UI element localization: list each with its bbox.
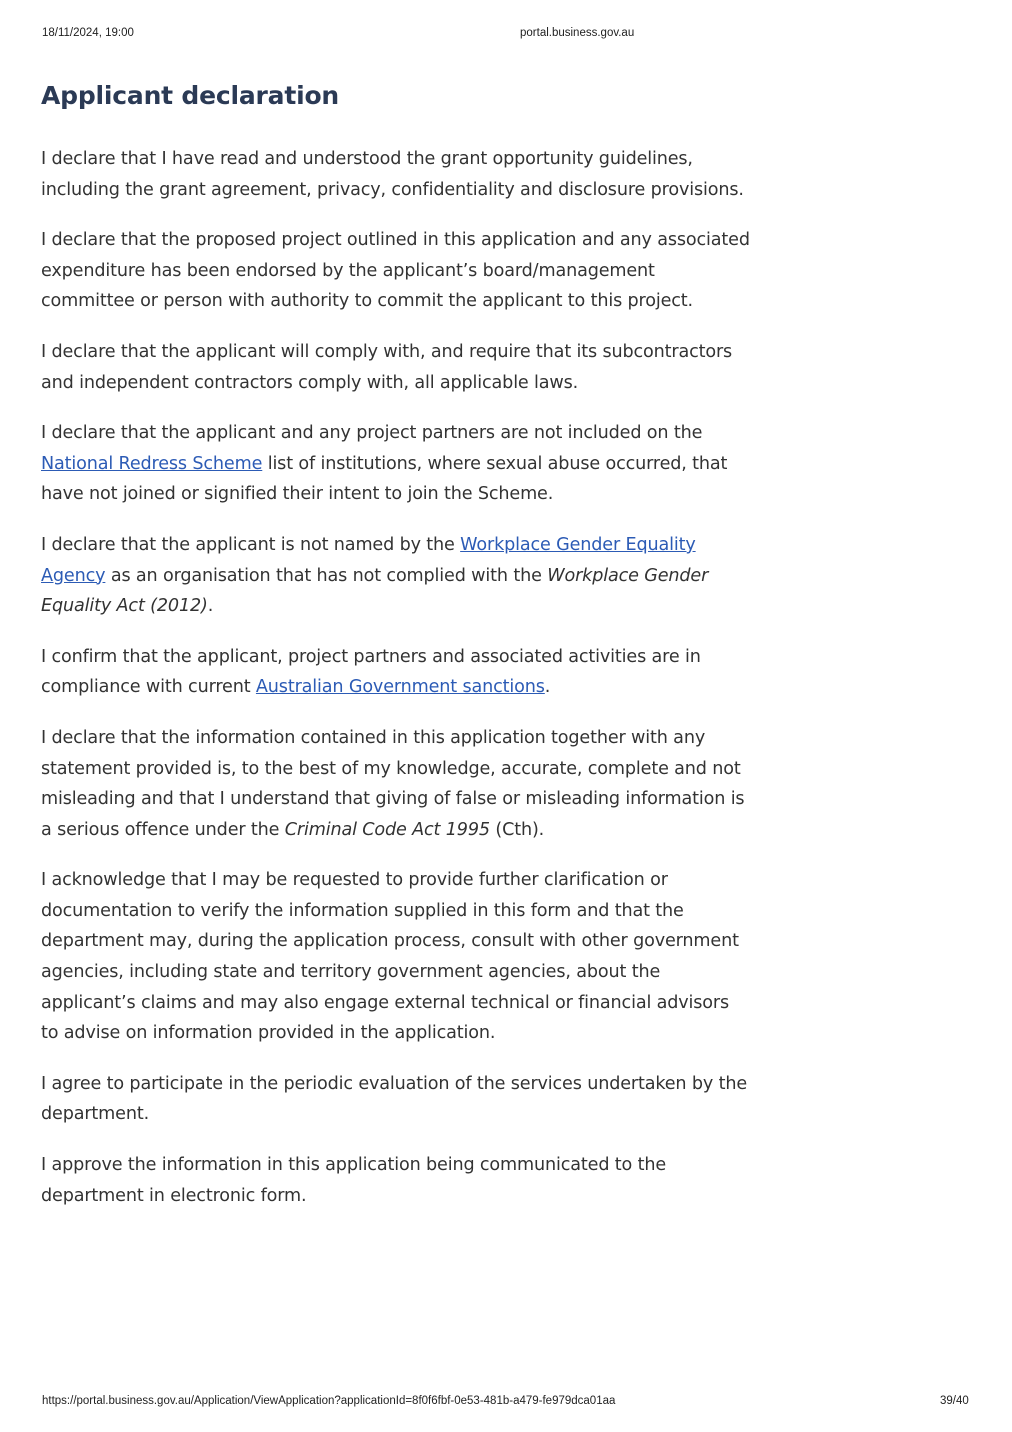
declaration-sanctions-text-before: I confirm that the applicant, project partners and associated activities are in compliance with current <box>41 646 701 698</box>
declaration-redress <box>41 418 751 510</box>
declaration-redress-text-before: I declare that the applicant and any project partners are not included on the <box>41 423 703 444</box>
declaration-accuracy <box>41 723 751 845</box>
wgea-link[interactable]: Workplace Gender Equality Agency <box>41 534 696 586</box>
declaration-accuracy-text-after: (Cth). <box>489 819 545 840</box>
sanctions-link[interactable]: Australian Government sanctions <box>255 677 545 698</box>
declaration-wgea-text-middle: as an organisation that has not complied with the <box>105 565 548 586</box>
print-domain: portal.business.gov.au <box>520 27 635 39</box>
declaration-guidelines: I declare that I have read and understood the grant opportunity guidelines, including the grant agreement, privacy, confidentiality and disclosure provisions. <box>41 149 744 200</box>
declaration-laws: I declare that the applicant will comply with, and require that its subcontractors and independent contractors comply with, all applicable laws. <box>41 341 733 393</box>
declaration-wgea-text-after: . <box>207 596 214 617</box>
declaration-wgea-text-before: I declare that the applicant is not named by the <box>41 534 461 555</box>
criminal-code-act-title: Criminal Code Act 1995 <box>284 819 490 840</box>
declaration-accuracy-text-before: I declare that the information contained in this application together with any statement provided is, to the best of my knowledge, accurate, complete and not misleading and that I understand that giving of false or misleading information is a serious offence under the <box>41 727 745 840</box>
page-number: 39/40 <box>940 1395 969 1407</box>
wgea-act-title: Workplace Gender Equality Act (2012) <box>41 565 709 617</box>
declaration-clarification: I acknowledge that I may be requested to provide further clarification or documentation to verify the information supplied in this form and that the department may, during the application process, consult with other government agencies, including state and territory government agencies, about the applicant’s claims and may also engage external technical or financial advisors to advise on information provided in the application. <box>41 870 739 1044</box>
declaration-evaluation: I agree to participate in the periodic evaluation of the services undertaken by the department. <box>41 1073 748 1125</box>
declaration-section <box>41 76 751 1231</box>
print-header <box>0 27 1012 43</box>
declaration-sanctions <box>41 642 751 703</box>
print-timestamp: 18/11/2024, 19:00 <box>42 27 134 39</box>
page-title: Applicant declaration <box>41 81 340 110</box>
declaration-electronic: I approve the information in this application being communicated to the department in electronic form. <box>41 1155 667 1206</box>
print-footer <box>0 1395 1012 1411</box>
declaration-wgea <box>41 530 751 622</box>
print-url: https://portal.business.gov.au/Application/ViewApplication?applicationId=8f0f6fbf-0e53-481b-a479-fe979dca01aa <box>42 1395 616 1407</box>
national-redress-scheme-link[interactable]: National Redress Scheme <box>41 453 263 474</box>
declaration-sanctions-text-after: . <box>544 677 551 698</box>
declaration-endorsement: I declare that the proposed project outlined in this application and any associated expenditure has been endorsed by the applicant’s board/management committee or person with authority to commit the applicant to this project. <box>41 230 750 312</box>
declaration-redress-text-after: list of institutions, where sexual abuse occurred, that have not joined or signified their intent to join the Scheme. <box>41 453 728 505</box>
